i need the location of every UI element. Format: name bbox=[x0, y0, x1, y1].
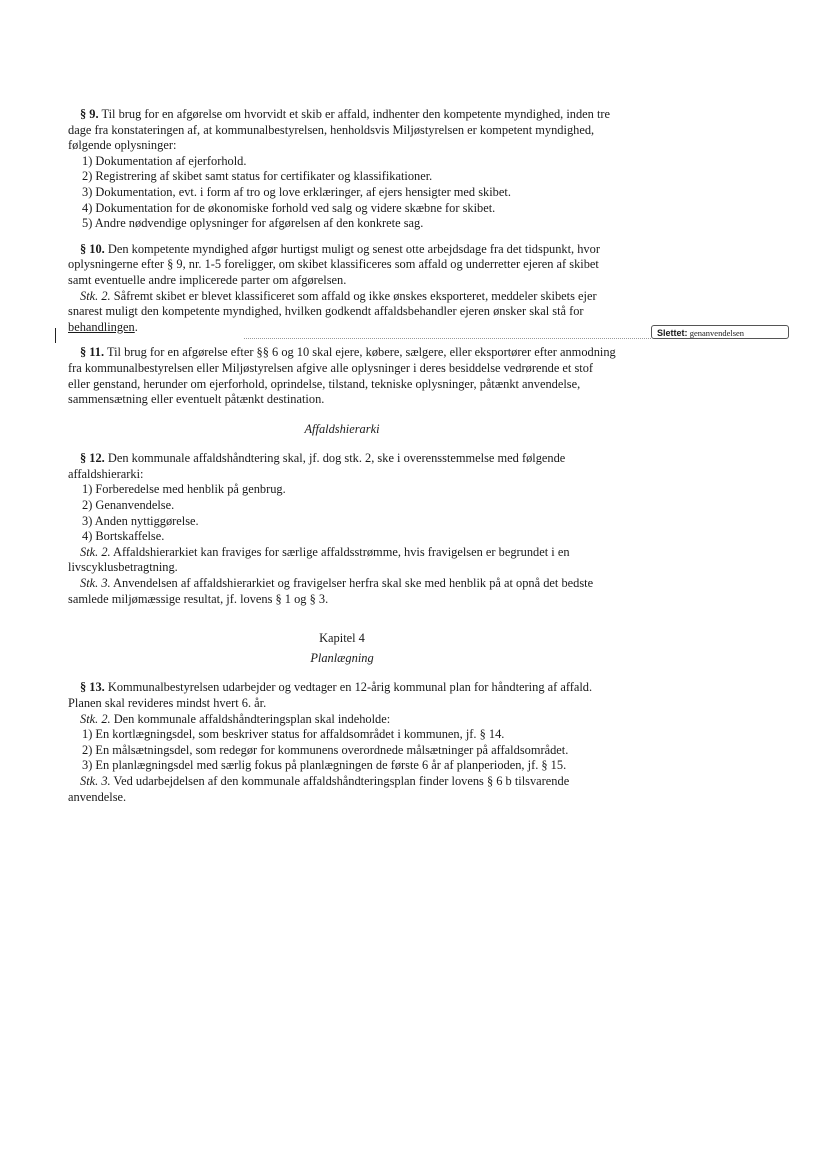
section-13-stk3 bbox=[68, 774, 616, 805]
tracked-change-inserted-text: behandlingen bbox=[68, 319, 135, 334]
heading-affaldshierarki: Affaldshierarki bbox=[304, 421, 380, 436]
section-9-text: Til brug for en afgørelse om hvorvidt et skib er affald, indhenter den kompetente myndighed, inden tre dage fra konstateringen af, at kommunalbestyrelsen, henholdsvis Miljøstyrelsen er kompetent myndighed, følgende oplysninger: bbox=[68, 107, 611, 153]
section-12-item: 2) Genanvendelse. bbox=[82, 498, 175, 513]
section-10-text: Den kompetente myndighed afgør hurtigst muligt og senest otte arbejdsdage fra det tidspunkt, hvor oplysningerne efter § 9, nr. 1-5 foreligger, om skibet klassificeres som affald og underretter ejeren af skibet samt eventuelle andre implicerede parter om afgørelsen. bbox=[68, 241, 600, 287]
section-9-item: 3) Dokumentation, evt. i form af tro og love erklæringer, af ejers hensigter med skibet. bbox=[82, 184, 511, 199]
section-9-item: 5) Andre nødvendige oplysninger for afgørelsen af den konkrete sag. bbox=[82, 216, 424, 231]
heading-planlaegning: Planlægning bbox=[310, 650, 374, 665]
section-11 bbox=[68, 345, 616, 407]
section-11-text: Til brug for en afgørelse efter §§ 6 og 10 skal ejere, købere, sælgere, eller eksportører efter anmodning fra kommunalbestyrelsen eller Miljøstyrelsen afgive alle oplysninger i deres besiddelse vedrørende et stof eller genstand, herunder om ejerforhold, oprindelse, tilstand, tekniske oplysninger, påtænkt anvendelse, sammensætning eller eventuelt påtænkt destination. bbox=[68, 345, 616, 407]
chapter-heading: Kapitel 4 bbox=[319, 631, 365, 646]
section-10-stk2 bbox=[68, 289, 616, 336]
deletion-comment-balloon[interactable] bbox=[651, 325, 789, 339]
section-10-number: § 10. bbox=[80, 241, 105, 256]
section-13-stk2-label: Stk. 2. bbox=[80, 711, 111, 726]
section-12-stk3-label: Stk. 3. bbox=[80, 576, 111, 591]
section-9-number: § 9. bbox=[80, 107, 99, 121]
section-13-item: 2) En målsætningsdel, som redegør for kommunens overordnede målsætninger på affaldsområdet. bbox=[82, 742, 569, 757]
section-10-stk2-text: Såfremt skibet er blevet klassificeret som affald og ikke ønskes eksporteret, meddeler skibets ejer snarest muligt den kompetente myndighed, hvilken godkendt affaldsbehandler ejeren ønsker skal stå for bbox=[68, 288, 597, 319]
section-12-stk2 bbox=[68, 545, 616, 576]
section-12-stk2-text: Affaldshierarkiet kan fraviges for særlige affaldsstrømme, hvis fravigelsen er begrundet i en livscyklusbetragtning. bbox=[68, 544, 570, 575]
section-10-stk2-label: Stk. 2. bbox=[80, 288, 111, 303]
section-12-stk3 bbox=[68, 576, 616, 607]
section-13-stk3-label: Stk. 3. bbox=[80, 773, 111, 788]
section-9-item: 4) Dokumentation for de økonomiske forhold ved salg og videre skæbne for skibet. bbox=[82, 200, 496, 215]
section-12-intro bbox=[68, 451, 616, 482]
section-12-item: 3) Anden nyttiggørelse. bbox=[82, 513, 199, 528]
section-9-item: 1) Dokumentation af ejerforhold. bbox=[82, 153, 247, 168]
section-13-stk3-text: Ved udarbejdelsen af den kommunale affaldshåndteringsplan finder lovens § 6 b tilsvarende anvendelse. bbox=[68, 773, 570, 804]
section-9-item: 2) Registrering af skibet samt status for certifikater og klassifikationer. bbox=[82, 169, 433, 184]
section-12-text: Den kommunale affaldshåndtering skal, jf. dog stk. 2, ske i overensstemmelse med følgende affaldshierarki: bbox=[68, 451, 566, 481]
section-13-stk2 bbox=[68, 712, 616, 728]
section-13-intro bbox=[68, 680, 616, 711]
section-13-text: Kommunalbestyrelsen udarbejder og vedtager en 12-årig kommunal plan for håndtering af affald. Planen skal revideres mindst hvert 6. år. bbox=[68, 680, 593, 710]
section-12-item: 1) Forberedelse med henblik på genbrug. bbox=[82, 482, 286, 497]
section-12-item: 4) Bortskaffelse. bbox=[82, 529, 165, 544]
section-12-number: § 12. bbox=[80, 451, 105, 466]
section-12-stk2-label: Stk. 2. bbox=[80, 544, 111, 559]
section-10-stk2-end: . bbox=[134, 319, 138, 334]
section-11-number: § 11. bbox=[80, 345, 105, 360]
document-body bbox=[68, 107, 616, 805]
section-9-intro bbox=[68, 107, 616, 154]
section-10-intro bbox=[68, 242, 616, 289]
change-bar bbox=[55, 328, 56, 343]
comment-label: Slettet: bbox=[657, 328, 688, 338]
comment-text: genanvendelsen bbox=[689, 328, 745, 338]
section-13-item: 1) En kortlægningsdel, som beskriver status for affaldsområdet i kommunen, jf. § 14. bbox=[82, 727, 505, 742]
section-13-number: § 13. bbox=[80, 680, 105, 695]
section-13-item: 3) En planlægningsdel med særlig fokus på planlægningen de første 6 år af planperioden, jf. § 15. bbox=[82, 758, 567, 773]
section-12-stk3-text: Anvendelsen af affaldshierarkiet og fravigelser herfra skal ske med henblik på at opnå det bedste samlede miljømæssige resultat, jf. lovens § 1 og § 3. bbox=[68, 576, 594, 606]
section-13-stk2-text: Den kommunale affaldshåndteringsplan skal indeholde: bbox=[110, 711, 391, 726]
